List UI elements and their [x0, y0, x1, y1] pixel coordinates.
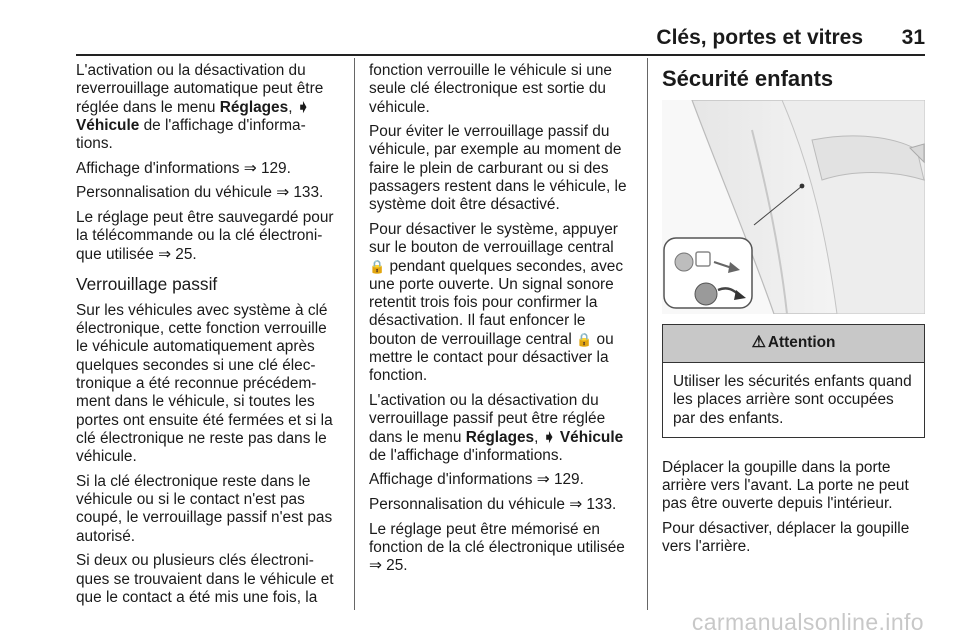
- column-3: [662, 62, 925, 563]
- paragraph: Sur les véhicules avec système à clé électronique, cette fonction verrouille le véhicule automatiquement après quelques secondes si une clé élec-tronique a été reconnue précédem-ment dans le véhicule, si toutes les portes ont ensuite été fermées et si la clé électronique ne reste pas dans le véhicule.: [76, 301, 333, 466]
- attention-header: [663, 325, 924, 363]
- paragraph: fonction verrouille le véhicule si une seule clé électronique est sortie du véhicule.: [369, 62, 612, 116]
- attention-title: Attention: [767, 334, 836, 352]
- column-1: [76, 62, 341, 614]
- header-rule: [76, 54, 925, 56]
- menu-reglages: Réglages: [465, 428, 535, 446]
- cross-reference: Affichage d'informations ⇒ 129.: [369, 471, 584, 489]
- paragraph: Pour éviter le verrouillage passif du véhicule, par exemple au moment de faire le plein de carburant ou si des passagers restent dans le véhicule, le système doit être désactivé.: [369, 123, 627, 214]
- cross-reference: Personnalisation du véhicule ⇒ 133.: [369, 496, 617, 514]
- paragraph: Si la clé électronique reste dans le véhicule ou si le contact n'est pas coupé, le verrouillage passif n'est pas autorisé.: [76, 472, 333, 545]
- attention-text: Utiliser les sécurités enfants quand les places arrière sont occupées par des enfants.: [673, 373, 912, 427]
- menu-reglages: Réglages: [219, 98, 289, 116]
- child-lock-illustration: [662, 100, 925, 314]
- menu-vehicule: Véhicule: [76, 116, 140, 134]
- page-header: [76, 26, 925, 52]
- column-divider-1: [354, 58, 355, 610]
- arrow-icon: ➧: [542, 428, 556, 446]
- warning-triangle-icon: ⚠: [751, 334, 766, 352]
- cross-reference: Affichage d'informations ⇒ 129.: [76, 159, 291, 177]
- arrow-icon: ➧: [296, 98, 310, 116]
- paragraph: L'activation ou la désactivation du verrouillage passif peut être réglée dans le menu Réglages, ➧ Véhicule de l'affichage d'informations.: [369, 391, 624, 464]
- page-number: 31: [901, 26, 925, 49]
- paragraph: L'activation ou la désactivation du reverrouillage automatique peut être réglée dans le menu Réglages, ➧ Véhicule de l'affichage d'informa-tions.: [76, 62, 324, 153]
- column-2: [369, 62, 634, 582]
- paragraph: Si deux ou plusieurs clés électroni-ques se trouvaient dans le véhicule et que le contact a été mis une fois, la: [76, 552, 334, 606]
- paragraph: Pour désactiver le système, appuyer sur le bouton de verrouillage central 🔒 pendant quelques secondes, avec une porte ouverte. Un signal sonore retentit trois fois pour confirmer la désactivation. Il faut enfoncer le bouton de verrouillage central 🔒 ou mettre le contact pour désactiver la fonction.: [369, 220, 624, 385]
- paragraph: Le réglage peut être sauvegardé pour la télécommande ou la clé électroni-que utilisée ⇒ 25.: [76, 208, 334, 263]
- cross-reference: Personnalisation du véhicule ⇒ 133.: [76, 184, 324, 202]
- central-lock-icon: 🔒: [369, 258, 386, 274]
- column-divider-2: [647, 58, 648, 610]
- door-diagram: [662, 100, 925, 314]
- section-heading-securite-enfants: Sécurité enfants: [662, 66, 834, 91]
- menu-vehicule: Véhicule: [559, 428, 624, 446]
- paragraph: Le réglage peut être mémorisé en fonction de la clé électronique utilisée ⇒ 25.: [369, 520, 625, 575]
- subheading-verrouillage-passif: Verrouillage passif: [76, 273, 218, 294]
- paragraph: Déplacer la goupille dans la porte arrière vers l'avant. La porte ne peut pas être ouverte depuis l'intérieur.: [662, 458, 909, 513]
- watermark: carmanualsonline.info: [691, 609, 924, 635]
- attention-box: [662, 324, 925, 438]
- chapter-title: Clés, portes et vitres: [656, 26, 863, 49]
- paragraph: Pour désactiver, déplacer la goupille vers l'arrière.: [662, 520, 910, 556]
- central-lock-icon: 🔒: [576, 331, 593, 347]
